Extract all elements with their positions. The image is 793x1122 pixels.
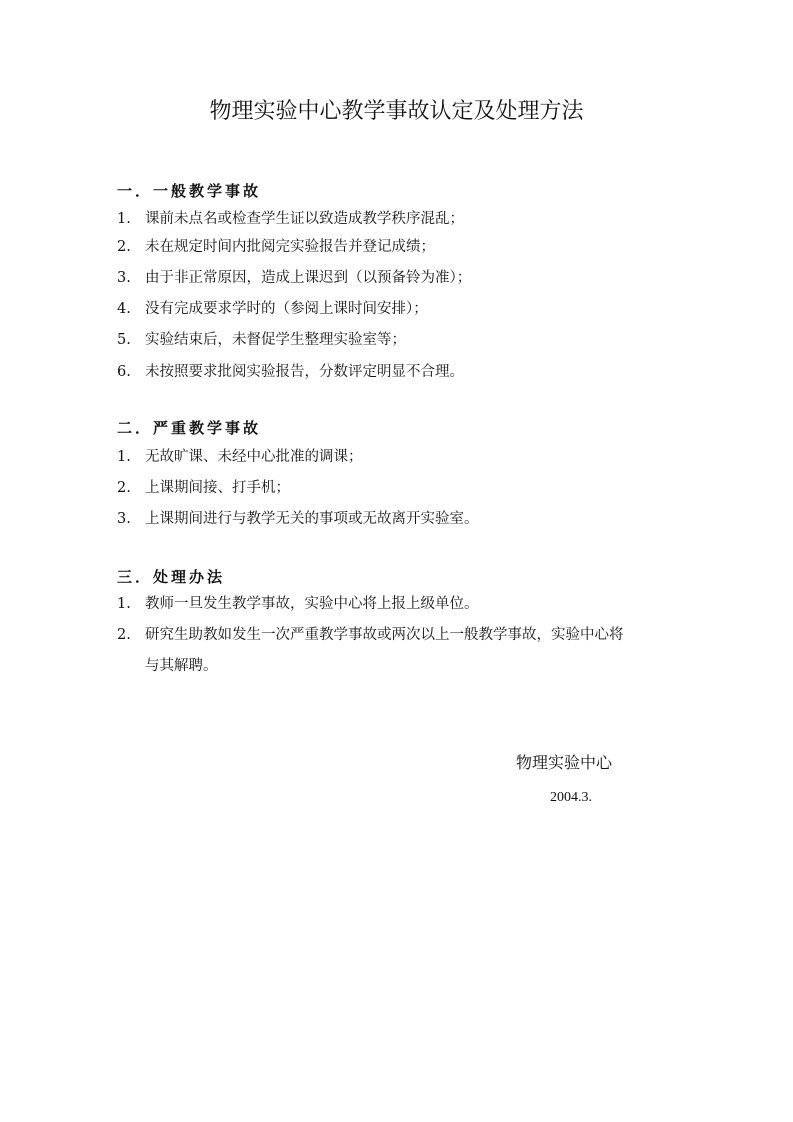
item-number: 1.	[117, 596, 131, 612]
item-text: 无故旷课、未经中心批准的调课；	[145, 449, 363, 465]
item-text: 课前未点名或检查学生证以致造成教学秩序混乱；	[145, 211, 464, 227]
item-number: 6.	[117, 364, 131, 380]
item-number: 3.	[117, 511, 131, 527]
list-item	[117, 328, 406, 349]
list-item	[117, 235, 435, 256]
list-item	[117, 207, 464, 228]
item-text: 未在规定时间内批阅完实验报告并登记成绩；	[145, 239, 435, 255]
list-item	[117, 592, 479, 613]
document-title: 物理实验中心教学事故认定及处理方法	[209, 99, 584, 124]
section-heading-general: 一．一般教学事故	[117, 182, 262, 200]
list-item	[117, 266, 471, 287]
item-number: 4.	[117, 301, 131, 317]
list-item	[117, 623, 624, 644]
section-heading-handling: 三．处理办法	[117, 568, 226, 586]
item-text: 未按照要求批阅实验报告，分数评定明显不合理。	[145, 364, 464, 380]
list-item	[117, 476, 290, 497]
item-text-continuation: 与其解聘。	[145, 658, 218, 674]
item-text: 上课期间进行与教学无关的事项或无故离开实验室。	[145, 511, 479, 527]
item-number: 1.	[117, 211, 131, 227]
list-item	[117, 507, 479, 528]
list-item	[117, 360, 464, 381]
list-item	[117, 445, 363, 466]
item-text: 上课期间接、打手机；	[145, 480, 290, 496]
item-text: 没有完成要求学时的（参阅上课时间安排）；	[145, 301, 428, 317]
item-text: 教师一旦发生教学事故，实验中心将上报上级单位。	[145, 596, 479, 612]
item-number: 5.	[117, 332, 131, 348]
item-text: 由于非正常原因，造成上课迟到（以预备铃为准）；	[145, 270, 472, 286]
item-text: 实验结束后，未督促学生整理实验室等；	[145, 332, 406, 348]
item-number: 2.	[117, 627, 131, 643]
date: 2004.3.	[550, 790, 592, 805]
section-heading-serious: 二．严重教学事故	[117, 419, 262, 437]
item-number: 2.	[117, 239, 131, 255]
item-number: 2.	[117, 480, 131, 496]
signature: 物理实验中心	[516, 753, 613, 772]
item-text: 研究生助教如发生一次严重教学事故或两次以上一般教学事故，实验中心将	[145, 627, 624, 643]
item-number: 1.	[117, 449, 131, 465]
list-item	[117, 297, 428, 318]
item-number: 3.	[117, 270, 131, 286]
